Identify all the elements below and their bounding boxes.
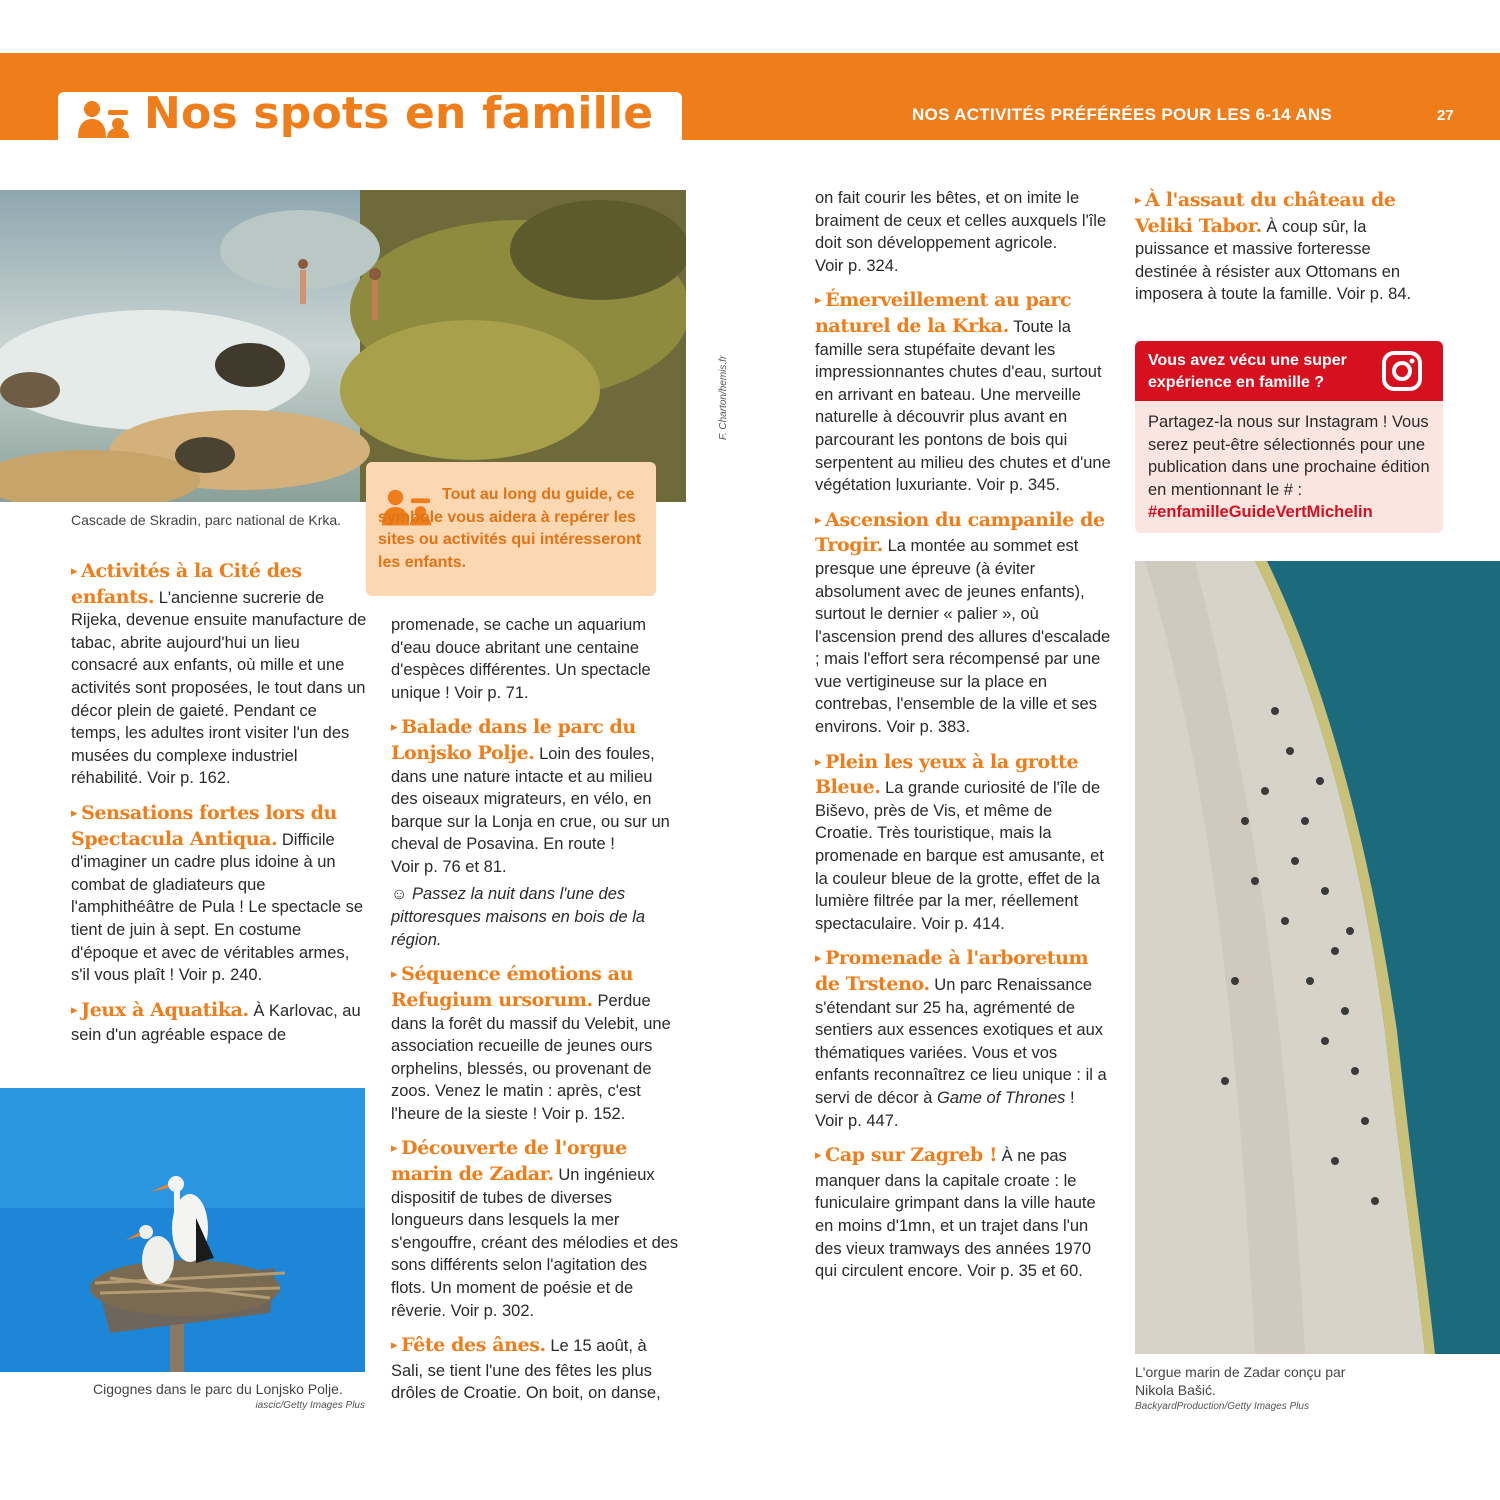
arrow-icon: ▸	[71, 1002, 78, 1018]
storks-photo	[0, 1088, 365, 1372]
arrow-icon: ▸	[1135, 193, 1142, 208]
family-icon	[78, 100, 132, 140]
arrow-icon: ▸	[391, 1338, 398, 1354]
entry-aquatika-end: promenade, se cache un aquarium d'eau douce abritant une centaine d'espèces différentes. Un spectacle unique ! Voir p. 71.	[391, 616, 651, 702]
entry-trogir: ▸ Ascension du campanile de Trogir. La montée au sommet est presque une épreuve (à éviter absolument avec de jeunes enfants), surtout le dernier « palier », où l'ascension prend des allures d'escalade ; mais l'effort sera récompensé par une vue vertigineuse sur la place en contrebas, l'ensemble de la ville et ses environs. Voir p. 383.	[815, 508, 1111, 737]
arrow-icon: ▸	[815, 512, 822, 528]
instagram-body: Partagez-la nous sur Instagram ! Vous serez peut-être sélectionnés pour une publication dans une prochaine édition en mentionnant le # : #enfamilleGuideVertMichelin	[1148, 413, 1430, 522]
smile-icon: ☺	[391, 885, 408, 903]
zadar-photo	[1135, 561, 1500, 1354]
arrow-icon: ▸	[71, 805, 78, 821]
arrow-icon: ▸	[815, 293, 822, 309]
page-title: Nos spots en famille	[144, 88, 654, 139]
arrow-icon: ▸	[815, 1148, 822, 1164]
arrow-icon: ▸	[391, 1141, 398, 1157]
arrow-icon: ▸	[391, 967, 398, 983]
entry-zagreb: ▸ Cap sur Zagreb ! À ne pas manquer dans la capitale croate : le funiculaire grimpant dans la ville haute en moins d'1mn, et un trajet dans l'un des vieux tramways des années 1970 qui circulent encore. Voir p. 35 et 60.	[815, 1144, 1096, 1281]
arrow-icon: ▸	[391, 720, 398, 736]
instagram-box-header	[1135, 341, 1443, 401]
cascade-photo-credit: F. Charton/hemis.fr	[718, 355, 729, 440]
family-symbol-box	[366, 462, 656, 596]
arrow-icon: ▸	[815, 754, 822, 770]
entry-orgue: ▸ Découverte de l'orgue marin de Zadar. Un ingénieux dispositif de tubes de diverses longueurs dans lesquels la mer s'engouffre, créant des mélodies et des sons différents selon l'agitation des flots. Un moment de poésie et de rêverie. Voir p. 302.	[391, 1137, 679, 1320]
entry-spectacula: ▸ Sensations fortes lors du Spectacula Antiqua. Difficile d'imaginer un cadre plus idoine à un combat de gladiateurs que l'amphithéâtre de Pula ! Le spectacle se tient de juin à sept. En costume d'époque et avec de véritables armes, s'il vous plaît ! Voir p. 240.	[71, 801, 364, 985]
zadar-caption: L'orgue marin de Zadar conçu par Nikola Bašić.	[1135, 1364, 1346, 1398]
cascade-photo	[0, 190, 686, 502]
entry-cite: ▸ Activités à la Cité des enfants. L'ancienne sucrerie de Rijeka, devenue ensuite manufacture de tabac, abrite aujourd'hui un lieu consacré aux enfants, où mille et une activités sont proposées, le tout dans un décor plein de gaieté. Pendant ce temps, les adultes iront visiter l'un des musées du complexe industriel réhabilité. Voir p. 162.	[71, 560, 367, 788]
arrow-icon: ▸	[815, 951, 822, 967]
page-number: 27	[1437, 107, 1454, 124]
column-2	[391, 614, 683, 1417]
entry-anes-end: on fait courir les bêtes, et on imite le braiment de ceux et celles auxquels l'île doit son développement agricole. Voir p. 324.	[815, 189, 1107, 275]
column-1	[71, 560, 367, 1059]
instagram-box	[1135, 341, 1443, 533]
column-3	[815, 187, 1111, 1295]
entry-aquatika-start: ▸ Jeux à Aquatika. À Karlovac, au sein d'un agréable espace de	[71, 998, 361, 1045]
entry-lonjsko: ▸ Balade dans le parc du Lonjsko Polje. Loin des foules, dans une nature intacte et au milieu des oiseaux migrateurs, en vélo, en barque sur la Lonja en crue, ou sur un cheval de Posavina. En route ! Voir p. 76 et 81.	[391, 716, 670, 876]
instagram-heading: Vous avez vécu une super expérience en famille ?	[1148, 352, 1347, 391]
column-4	[1135, 189, 1425, 318]
entry-grotte: ▸ Plein les yeux à la grotte Bleue. La grande curiosité de l'île de Biševo, près de Vis, et même de Croatie. Très touristique, mais la promenade en barque est amusante, et la couleur bleue de la grotte, effet de la lumière filtrée par la mer, réellement spectaculaire. Voir p. 414.	[815, 750, 1104, 933]
instagram-hashtag: #enfamilleGuideVertMichelin	[1148, 503, 1373, 522]
lonjsko-tip: ☺ Passez la nuit dans l'une des pittoresques maisons en bois de la région.	[391, 884, 646, 949]
entry-trsteno: ▸ Promenade à l'arboretum de Trsteno. Un parc Renaissance s'étendant sur 25 ha, agrémenté de sentiers aux essences exotiques et aux thématiques variées. Vous et vos enfants reconnaîtrez ce lieu unique : il a servi de décor à Game of Thrones ! Voir p. 447.	[815, 947, 1107, 1130]
entry-tabor: ▸ À l'assaut du château de Veliki Tabor. À coup sûr, la puissance et massive forteresse destinée à résister aux Ottomans en imposera à toute la famille. Voir p. 84.	[1135, 189, 1412, 304]
arrow-icon: ▸	[71, 564, 78, 579]
entry-krka: ▸ Émerveillement au parc naturel de la Krka. Toute la famille sera stupéfaite devant les impressionnantes chutes d'eau, surtout en arrivant en bateau. Une merveille naturelle à découvrir plus avant en parcourant les pontons de bois qui serpentent au milieu des chutes et d'une végétation luxuriante. Voir p. 345.	[815, 289, 1111, 495]
storks-caption: Cigognes dans le parc du Lonjsko Polje.	[93, 1381, 343, 1397]
cascade-credit-strip	[686, 190, 750, 502]
instagram-icon	[1381, 350, 1423, 392]
zadar-photo-credit: BackyardProduction/Getty Images Plus	[1135, 1401, 1309, 1412]
section-subtitle: NOS ACTIVITÉS PRÉFÉRÉES POUR LES 6-14 ANS	[912, 105, 1333, 124]
entry-anes-start: ▸ Fête des ânes. Le 15 août, à Sali, se tient l'une des fêtes les plus drôles de Croatie. On boit, on danse,	[391, 1334, 661, 1403]
storks-photo-credit: iascic/Getty Images Plus	[255, 1400, 365, 1411]
title-tab	[58, 88, 682, 140]
cascade-caption: Cascade de Skradin, parc national de Krka.	[71, 512, 342, 528]
family-symbol-text: Tout au long du guide, ce symbole vous aidera à repérer les sites ou activités qui intéresseront les enfants.	[378, 486, 642, 571]
entry-refugium: ▸ Séquence émotions au Refugium ursorum. Perdue dans la forêt du massif du Velebit, une association recueille de jeunes ours orphelins, blessés, ou provenant de zoos. Venez le matin : après, c'est l'heure de la sieste ! Voir p. 152.	[391, 963, 671, 1123]
